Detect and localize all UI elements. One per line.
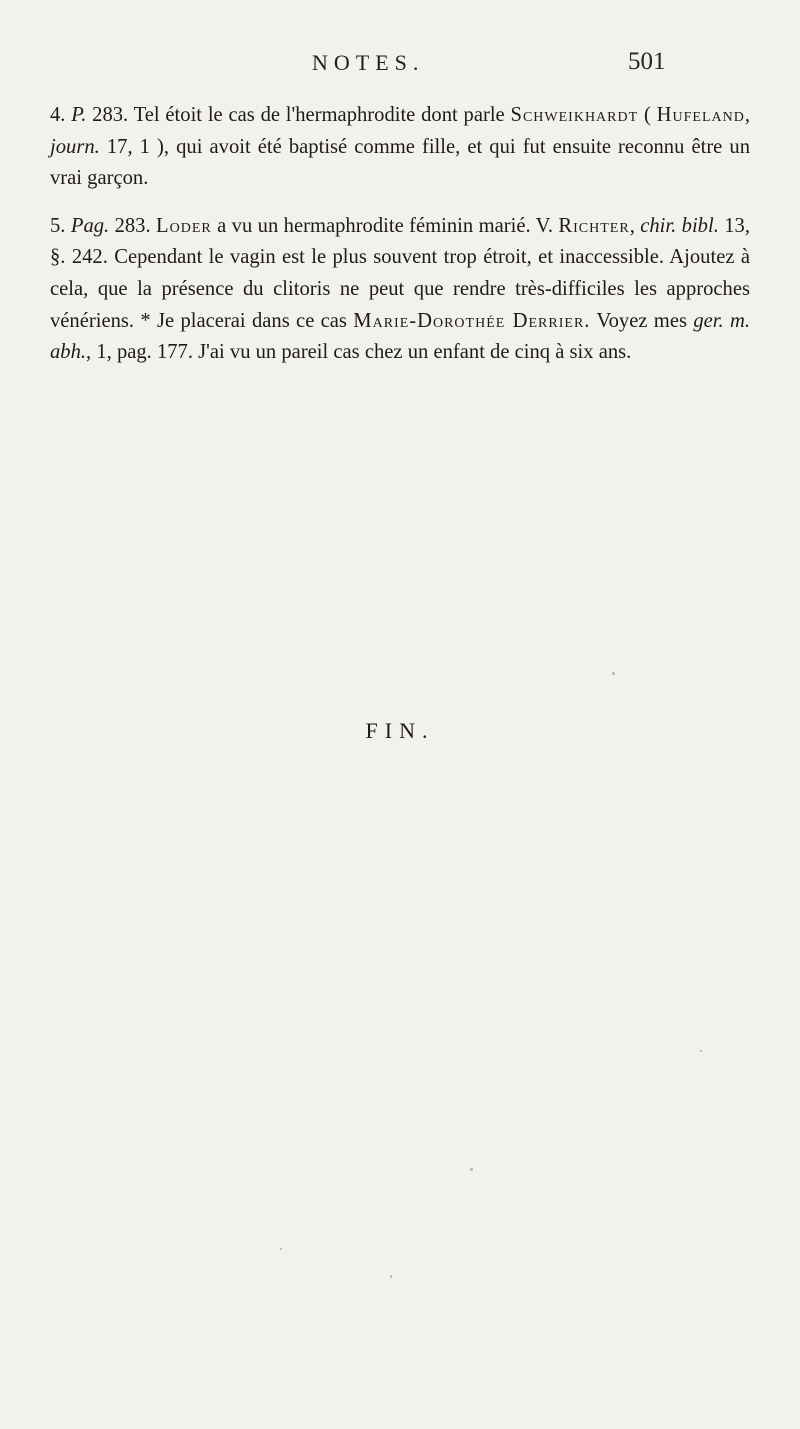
note-5-ger: ger. m. abh.	[50, 309, 750, 364]
note-5-text-6: , 1, pag. 177. J'ai vu un pareil cas chez un enfant de cinq à six ans.	[86, 341, 632, 364]
note-4-number: 4.	[50, 104, 66, 126]
note-4-author-1: Schweikhardt	[510, 104, 639, 126]
fin-heading: FIN.	[365, 718, 435, 743]
note-4-text-2: (	[638, 104, 657, 126]
note-5-person: Marie-Dorothée Derrier.	[353, 309, 591, 332]
note-5-text-1: 283.	[109, 214, 157, 237]
notes-body	[50, 100, 750, 369]
note-5-text-5: Voyez mes	[590, 309, 694, 332]
note-4	[50, 100, 750, 195]
paper-speck	[390, 1275, 392, 1278]
note-5-text-2: a vu un hermaphrodite féminin marié. V.	[211, 214, 559, 237]
running-head	[0, 50, 800, 90]
page-number: 501	[628, 48, 666, 75]
note-5-author-2: Richter	[558, 214, 630, 237]
note-4-journal: journ.	[50, 135, 100, 158]
note-5-text-3: ,	[629, 214, 641, 237]
note-5-bibl: chir. bibl.	[640, 214, 719, 237]
note-5-author-1: Loder	[156, 214, 212, 237]
note-4-text-1: 283. Tel étoit le cas de l'hermaphrodite dont parle	[86, 104, 511, 126]
paper-speck	[470, 1168, 473, 1171]
note-5-number: 5.	[50, 214, 66, 237]
note-5	[50, 211, 750, 369]
paper-speck	[700, 1050, 702, 1052]
note-4-author-2: Hufeland	[656, 104, 745, 126]
note-4-ref: P.	[71, 104, 87, 126]
running-head-title: NOTES.	[312, 50, 425, 75]
note-5-text-4: 13, §. 242. Cependant le vagin est le plus souvent trop étroit, et inaccessible. Ajoutez à cela, que la présence du clitoris ne peut que rendre très-difficiles les approches vénériens. * Je placerai dans ce cas	[50, 214, 750, 332]
note-4-text-3: ,	[744, 104, 751, 126]
paper-speck	[280, 1248, 282, 1250]
note-4-text-4: 17, 1 ), qui avoit été baptisé comme fille, et qui fut ensuite reconnu être un vrai garçon.	[50, 135, 750, 190]
paper-speck	[612, 672, 615, 675]
note-5-ref: Pag.	[70, 214, 110, 237]
